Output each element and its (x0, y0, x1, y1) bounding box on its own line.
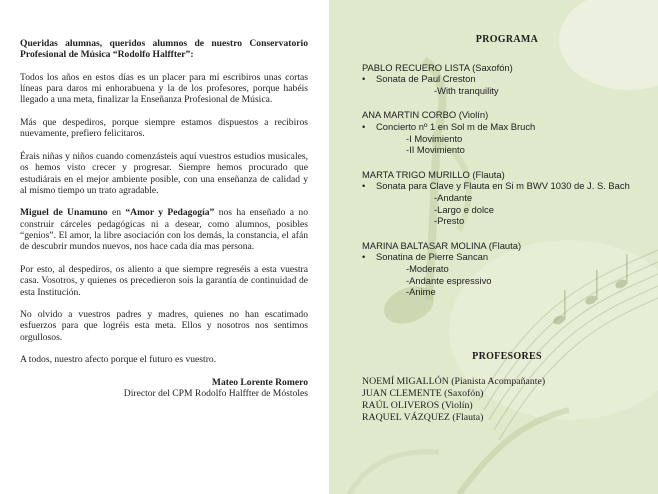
movement: -II Movimiento (406, 144, 465, 156)
letter-paragraph-6: No olvido a vuestros padres y madres, quienes no han escatimado esfuerzos para que logréis esta meta. Ellos y nosotros nos sentimos orgullosos. (20, 309, 308, 343)
teacher-item: NOEMÍ MIGALLÓN (Pianista Acompañante) (362, 376, 546, 388)
movement: -Andante espressivo (406, 274, 492, 286)
piece-title: • Sonata de Paul Creston (362, 73, 652, 85)
performer-name: MARINA BALTASAR MOLINA (Flauta) (362, 239, 522, 251)
teacher-item: RAQUEL VÁZQUEZ (Flauta) (362, 412, 484, 424)
piece-title: • Sonata para Clave y Flauta en Si m BWV 1030 de J. S. Bach (362, 180, 652, 192)
letter-greeting: Queridas alumnas, queridos alumnos de nuestro Conservatorio Profesional de Música “Rodolfo Halffter”: (20, 38, 308, 61)
programa-heading: PROGRAMA (475, 34, 539, 45)
performer-name: PABLO RECUERO LISTA (Saxofón) (362, 61, 513, 73)
movement: -Moderato (406, 262, 449, 274)
performer-name: ANA MARTIN CORBO (Violín) (362, 109, 489, 121)
movement: -Presto (434, 215, 465, 227)
movement: -Largo e dolce (434, 203, 494, 215)
signature (20, 377, 308, 400)
signature-name: Mateo Lorente Romero (211, 376, 308, 388)
movement: -Anime (406, 286, 436, 298)
letter-paragraph-4 (20, 207, 308, 252)
letter-paragraph-5: Por esto, al despediros, os aliento a que siempre regreséis a esta vuestra casa. Vosotros, y quienes os precedieron sois la garantía de continuidad de esta Institución. (20, 263, 308, 298)
teacher-item: JUAN CLEMENTE (Saxofón) (362, 388, 484, 400)
performer-name: MARTA TRIGO MURILLO (Flauta) (362, 168, 505, 180)
profesores-heading: PROFESORES (472, 350, 542, 362)
book-title: “Amor y Pedagogía” (125, 207, 215, 219)
letter-paragraph-1: Todos los años en estos días es un placer para mí escribiros unas cortas líneas para daros mi enhorabuena y la de los profesores, porque habéis llegado a una meta, finalizar la Enseñanza Profesional de Música. (20, 71, 308, 106)
performer-block-1 (362, 62, 652, 97)
director-letter (20, 38, 308, 411)
paragraph-4-rest: nos ha enseñado a no construir cárceles pedagógicas ni a desear, como alumnos, posibles “genios”. El amor, la libre asociación con los demás, la constancia, el afán de descubrir mundos nuevos, nos hace cada día mas persona. (20, 207, 308, 253)
performer-block-3 (362, 169, 652, 227)
piece-title: • Sonatina de Pierre Sancan (362, 251, 652, 263)
performer-block-2 (362, 109, 652, 155)
teachers-list (362, 376, 652, 424)
program-text (362, 34, 652, 424)
program-panel (329, 0, 658, 494)
movement: -I Movimiento (406, 132, 463, 144)
unamuno-name: Miguel de Unamuno (20, 207, 108, 219)
signature-role: Director del CPM Rodolfo Halffter de Móstoles (123, 388, 308, 400)
movement: -With tranquility (434, 84, 499, 96)
performer-block-4 (362, 240, 652, 298)
letter-paragraph-2: Más que despediros, porque siempre estamos dispuestos a recibiros nuevamente, prefiero felicitaros. (20, 117, 308, 140)
letter-paragraph-3: Érais niñas y niños cuando comenzásteis aquí vuestros estudios musicales, os hemos visto crecer y progresar. Siempre hemos procurado que estudiárais en el mejor ambiente posible, con una enseñanza de calidad y al mismo tiempo un trato agradable. (20, 150, 308, 196)
letter-paragraph-7: A todos, nuestro afecto porque el futuro es vuestro. (20, 354, 217, 366)
movement: -Andante (434, 191, 473, 203)
piece-title: • Concierto nº 1 en Sol m de Max Bruch (362, 121, 652, 133)
connector-text: en (107, 207, 126, 219)
teacher-item: RAÚL OLIVEROS (Violín) (362, 400, 473, 412)
